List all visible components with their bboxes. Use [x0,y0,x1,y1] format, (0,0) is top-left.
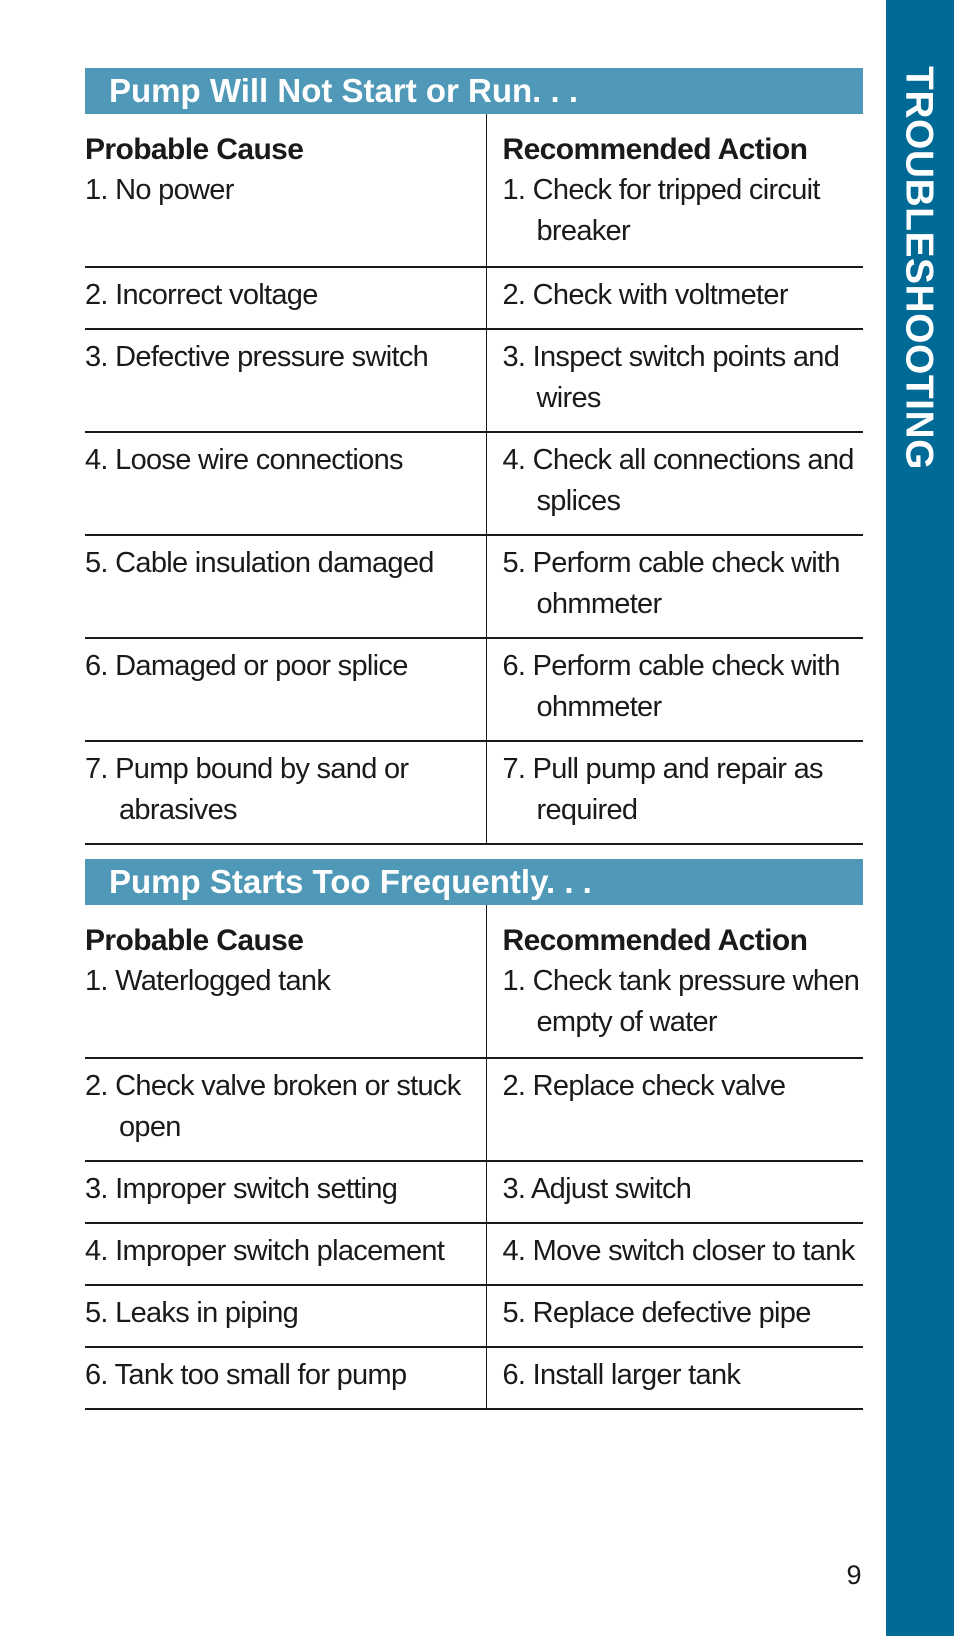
action-text: 5. Replace defective pipe [502,1297,811,1329]
cause-text: 5. Leaks in piping [85,1297,299,1329]
action-text: 1. Check tank pressure when empty of water [502,965,860,1038]
action-cell [486,1058,863,1161]
troubleshooting-table-starts-frequently [85,905,863,1410]
action-text: 6. Install larger tank [502,1359,741,1391]
table-row [85,741,863,844]
probable-cause-heading: Probable Cause [85,924,304,957]
table-row [85,1161,863,1223]
side-tab-label: TROUBLESHOOTING [897,66,941,470]
cause-cell [85,1285,486,1347]
action-text: 4. Move switch closer to tank [502,1235,855,1267]
cause-cell [85,638,486,741]
cause-text: 6. Damaged or poor splice [85,650,408,682]
action-cell [486,741,863,844]
action-text: 2. Replace check valve [502,1070,786,1102]
action-text: 3. Inspect switch points and wires [502,341,840,414]
action-text: 4. Check all connections and splices [502,444,854,517]
cause-text: 7. Pump bound by sand or abrasives [85,753,409,826]
troubleshooting-table-not-start [85,114,863,845]
action-text: 3. Adjust switch [502,1173,692,1205]
cause-cell [85,1347,486,1409]
cause-cell [85,905,486,1058]
cause-text: 1. No power [85,174,234,206]
cause-cell [85,267,486,329]
action-text: 2. Check with voltmeter [502,279,788,311]
cause-cell [85,1223,486,1285]
cause-cell [85,535,486,638]
cause-cell [85,741,486,844]
cause-cell [85,329,486,432]
action-cell [486,1347,863,1409]
action-cell [486,1223,863,1285]
action-cell [486,1161,863,1223]
recommended-action-heading: Recommended Action [502,133,808,166]
action-cell [486,905,863,1058]
table-row [85,329,863,432]
table-row [85,535,863,638]
cause-cell [85,114,486,267]
cause-cell [85,1161,486,1223]
cause-cell [85,1058,486,1161]
cause-cell [85,432,486,535]
action-cell [486,1285,863,1347]
page-number: 9 [846,1560,862,1590]
action-cell [486,114,863,267]
action-cell [486,267,863,329]
cause-text: 5. Cable insulation damaged [85,547,434,579]
cause-text: 4. Improper switch placement [85,1235,445,1267]
section-header-not-start: Pump Will Not Start or Run. . . [85,68,863,114]
section-header-starts-frequently: Pump Starts Too Frequently. . . [85,859,863,905]
recommended-action-heading: Recommended Action [502,924,808,957]
page-content [85,68,863,1410]
table-row [85,638,863,741]
cause-text: 6. Tank too small for pump [85,1359,407,1391]
table-row [85,905,863,1058]
table-row [85,267,863,329]
action-text: 5. Perform cable check with ohmmeter [502,547,840,620]
table-row [85,114,863,267]
table-row [85,1285,863,1347]
action-text: 1. Check for tripped circuit breaker [502,174,820,247]
cause-text: 3. Defective pressure switch [85,341,429,373]
cause-text: 3. Improper switch setting [85,1173,398,1205]
cause-text: 1. Waterlogged tank [85,965,331,997]
action-cell [486,432,863,535]
table-row [85,1058,863,1161]
action-cell [486,535,863,638]
table-row [85,432,863,535]
action-text: 7. Pull pump and repair as required [502,753,823,826]
cause-text: 4. Loose wire connections [85,444,403,476]
cause-text: 2. Check valve broken or stuck open [85,1070,461,1143]
action-cell [486,329,863,432]
probable-cause-heading: Probable Cause [85,133,304,166]
cause-text: 2. Incorrect voltage [85,279,318,311]
table-row [85,1347,863,1409]
action-text: 6. Perform cable check with ohmmeter [502,650,840,723]
table-row [85,1223,863,1285]
action-cell [486,638,863,741]
